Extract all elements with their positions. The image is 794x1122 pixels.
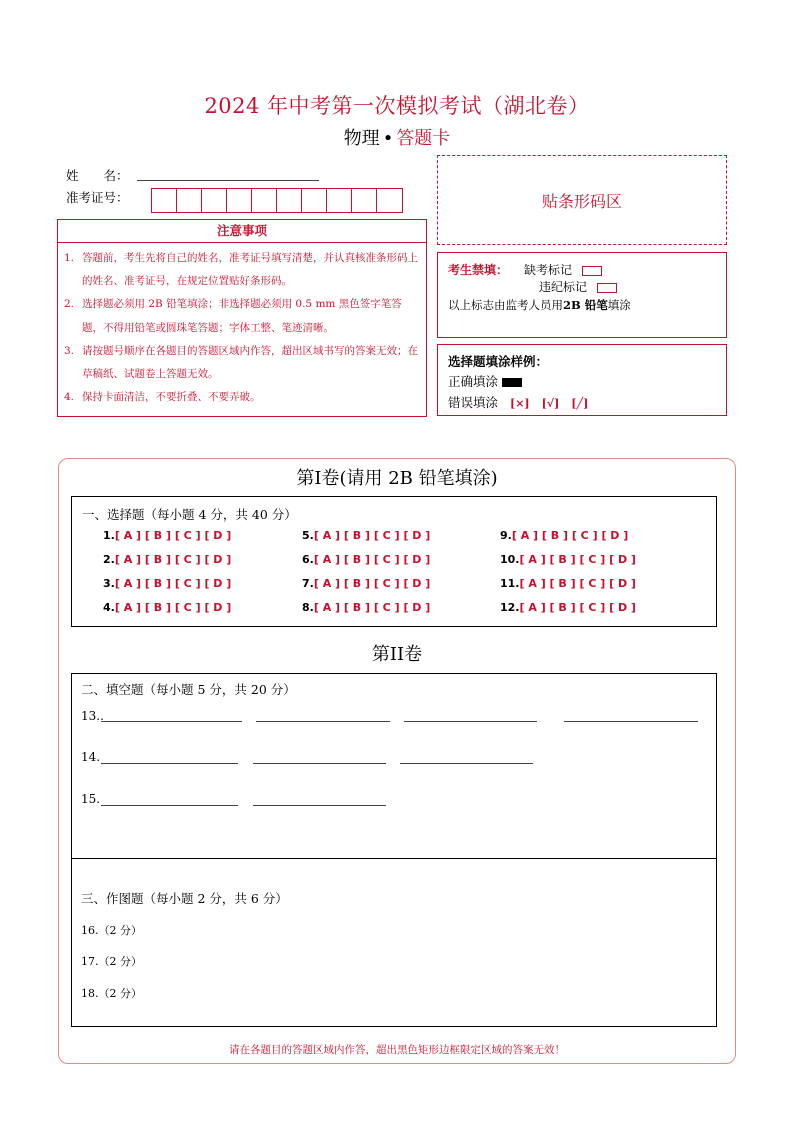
forbid-note bbox=[448, 297, 631, 313]
mc-question[interactable] bbox=[103, 529, 231, 542]
mc-question[interactable] bbox=[500, 529, 628, 542]
forbid-title: 考生禁填： bbox=[448, 263, 509, 277]
mc-question[interactable] bbox=[103, 553, 231, 566]
violation-mark-box[interactable] bbox=[597, 283, 617, 293]
separator-dot: • bbox=[382, 128, 394, 149]
notice-item bbox=[64, 293, 420, 339]
mc-options[interactable]: [ A ] [ B ] [ C ] [ D ] bbox=[114, 577, 232, 590]
question-17-label: 17.（2 分） bbox=[81, 955, 142, 968]
mc-options[interactable]: [ A ] [ B ] [ C ] [ D ] bbox=[313, 601, 431, 614]
answer-blank[interactable] bbox=[400, 763, 533, 764]
forbid-note-post: 填涂 bbox=[607, 298, 631, 312]
mc-number: 12. bbox=[500, 601, 520, 614]
notice-text: 答题前，考生先将自己的姓名，准考证号填写清楚，并认真核准条形码上的姓名、准考证号，在规定位置贴好条形码。 bbox=[82, 252, 418, 288]
mc-options[interactable]: [ A ] [ B ] [ C ] [ D ] bbox=[519, 553, 636, 566]
wrong-mark-slash: [╱] bbox=[571, 397, 589, 410]
violation-label: 违纪标记 bbox=[539, 280, 588, 294]
examiner-only-box bbox=[437, 252, 727, 338]
id-digit-box[interactable] bbox=[352, 189, 377, 212]
wrong-mark-cross: [×] bbox=[510, 397, 530, 410]
notice-item bbox=[64, 386, 420, 409]
card-label: 答题卡 bbox=[396, 128, 451, 149]
id-digit-box[interactable] bbox=[227, 189, 252, 212]
question-13-label: 13.. bbox=[81, 709, 104, 723]
drawing-box bbox=[71, 858, 717, 1027]
answer-blank[interactable] bbox=[101, 721, 242, 722]
mc-question[interactable] bbox=[302, 553, 430, 566]
answer-blank[interactable] bbox=[256, 721, 390, 722]
mc-options[interactable]: [ A ] [ B ] [ C ] [ D ] bbox=[313, 553, 431, 566]
notice-num: 2. bbox=[64, 298, 75, 311]
mc-options[interactable]: [ A ] [ B ] [ C ] [ D ] bbox=[511, 529, 629, 542]
mc-number: 11. bbox=[500, 577, 520, 590]
mc-options[interactable]: [ A ] [ B ] [ C ] [ D ] bbox=[114, 601, 232, 614]
notice-text: 选择题必须用 2B 铅笔填涂；非选择题必须用 0.5 mm 黑色签字笔答题，不得用铅笔或圆珠笔答题；字体工整、笔迹清晰。 bbox=[82, 298, 402, 334]
fill-in-box bbox=[71, 673, 717, 859]
draw-section-title: 三、作图题（每小题 2 分，共 6 分） bbox=[81, 891, 288, 906]
notice-text: 保持卡面清洁，不要折叠、不要弄破。 bbox=[82, 391, 261, 404]
mc-question[interactable] bbox=[103, 601, 231, 614]
mc-number: 5. bbox=[302, 529, 314, 542]
id-digit-box[interactable] bbox=[277, 189, 302, 212]
mc-number: 10. bbox=[500, 553, 520, 566]
mc-number: 6. bbox=[302, 553, 314, 566]
correct-sample bbox=[448, 372, 522, 390]
answer-blank[interactable] bbox=[253, 763, 386, 764]
barcode-area bbox=[437, 155, 727, 245]
forbid-note-bold: 2B 铅笔 bbox=[563, 298, 608, 312]
mc-options[interactable]: [ A ] [ B ] [ C ] [ D ] bbox=[519, 577, 636, 590]
mc-number: 1. bbox=[103, 529, 115, 542]
question-16-label: 16.（2 分） bbox=[81, 924, 142, 937]
absent-mark-box[interactable] bbox=[582, 266, 602, 276]
mc-number: 9. bbox=[500, 529, 512, 542]
mc-options[interactable]: [ A ] [ B ] [ C ] [ D ] bbox=[519, 601, 636, 614]
mc-options[interactable]: [ A ] [ B ] [ C ] [ D ] bbox=[114, 553, 232, 566]
question-18-label: 18.（2 分） bbox=[81, 987, 142, 1000]
mc-number: 7. bbox=[302, 577, 314, 590]
barcode-label: 贴条形码区 bbox=[541, 191, 622, 211]
wrong-mark-check: [√] bbox=[541, 397, 560, 410]
mc-options[interactable]: [ A ] [ B ] [ C ] [ D ] bbox=[114, 529, 232, 542]
id-digit-box[interactable] bbox=[152, 189, 177, 212]
mc-number: 2. bbox=[103, 553, 115, 566]
id-digit-box[interactable] bbox=[302, 189, 327, 212]
violation-row bbox=[539, 278, 617, 295]
mc-options[interactable]: [ A ] [ B ] [ C ] [ D ] bbox=[313, 577, 431, 590]
id-digit-box[interactable] bbox=[327, 189, 352, 212]
mc-question[interactable] bbox=[500, 577, 636, 590]
absent-label: 缺考标记 bbox=[524, 263, 573, 277]
notice-num: 1. bbox=[64, 252, 75, 264]
notice-title: 注意事项 bbox=[58, 220, 426, 243]
id-label: 准考证号： bbox=[66, 190, 129, 205]
mc-number: 4. bbox=[103, 601, 115, 614]
fill-sample-box bbox=[437, 344, 727, 416]
answer-blank[interactable] bbox=[101, 805, 238, 806]
notice-item bbox=[64, 340, 420, 386]
notice-num: 3. bbox=[64, 344, 75, 357]
absent-row bbox=[524, 261, 602, 278]
notice-text: 请按题号顺序在各题目的答题区域内作答，超出区域书写的答案无效；在草稿纸、试题卷上答题无效。 bbox=[82, 344, 418, 381]
wrong-sample bbox=[448, 393, 588, 411]
footer-warning: 请在各题目的答题区域内作答，超出黑色矩形边框限定区域的答案无效！ bbox=[229, 1044, 565, 1056]
mc-number: 8. bbox=[302, 601, 314, 614]
page-title: 2024 年中考第一次模拟考试（湖北卷） bbox=[204, 94, 590, 118]
id-digit-box[interactable] bbox=[202, 189, 227, 212]
question-15-label: 15. bbox=[81, 792, 101, 806]
forbid-note-pre: 以上标志由监考人员用 bbox=[448, 298, 563, 312]
id-digit-box[interactable] bbox=[177, 189, 202, 212]
correct-label: 正确填涂 bbox=[448, 374, 499, 389]
mc-question[interactable] bbox=[302, 601, 430, 614]
wrong-label: 错误填涂 bbox=[448, 395, 499, 410]
notice-item bbox=[64, 247, 420, 293]
mc-question[interactable] bbox=[302, 529, 430, 542]
answer-blank[interactable] bbox=[564, 721, 698, 722]
question-14-label: 14. bbox=[81, 750, 101, 764]
mc-question[interactable] bbox=[103, 577, 231, 590]
name-label: 姓 名： bbox=[66, 168, 129, 183]
answer-blank[interactable] bbox=[253, 805, 386, 806]
notice-box bbox=[57, 219, 427, 417]
mc-question[interactable] bbox=[500, 601, 636, 614]
id-digit-box[interactable] bbox=[252, 189, 277, 212]
exam-id-boxes[interactable] bbox=[151, 188, 403, 213]
mc-question[interactable] bbox=[500, 553, 636, 566]
mc-options[interactable]: [ A ] [ B ] [ C ] [ D ] bbox=[313, 529, 431, 542]
subject-label: 物理 bbox=[343, 128, 380, 149]
sample-title: 选择题填涂样例： bbox=[448, 354, 549, 369]
part1-title: 第Ⅰ卷(请用 2B 铅笔填涂) bbox=[296, 468, 498, 489]
name-field[interactable] bbox=[137, 178, 319, 181]
mc-number: 3. bbox=[103, 577, 115, 590]
mc-section-title: 一、选择题（每小题 4 分，共 40 分） bbox=[82, 507, 297, 522]
filled-mark bbox=[502, 378, 522, 387]
page-subtitle bbox=[0, 124, 794, 150]
answer-blank[interactable] bbox=[101, 763, 238, 764]
fill-section-title: 二、填空题（每小题 5 分，共 20 分） bbox=[81, 682, 296, 697]
part2-title: 第II卷 bbox=[371, 644, 423, 665]
answer-blank[interactable] bbox=[404, 721, 537, 722]
notice-num: 4. bbox=[64, 391, 75, 404]
id-digit-box[interactable] bbox=[377, 189, 402, 212]
mc-question[interactable] bbox=[302, 577, 430, 590]
